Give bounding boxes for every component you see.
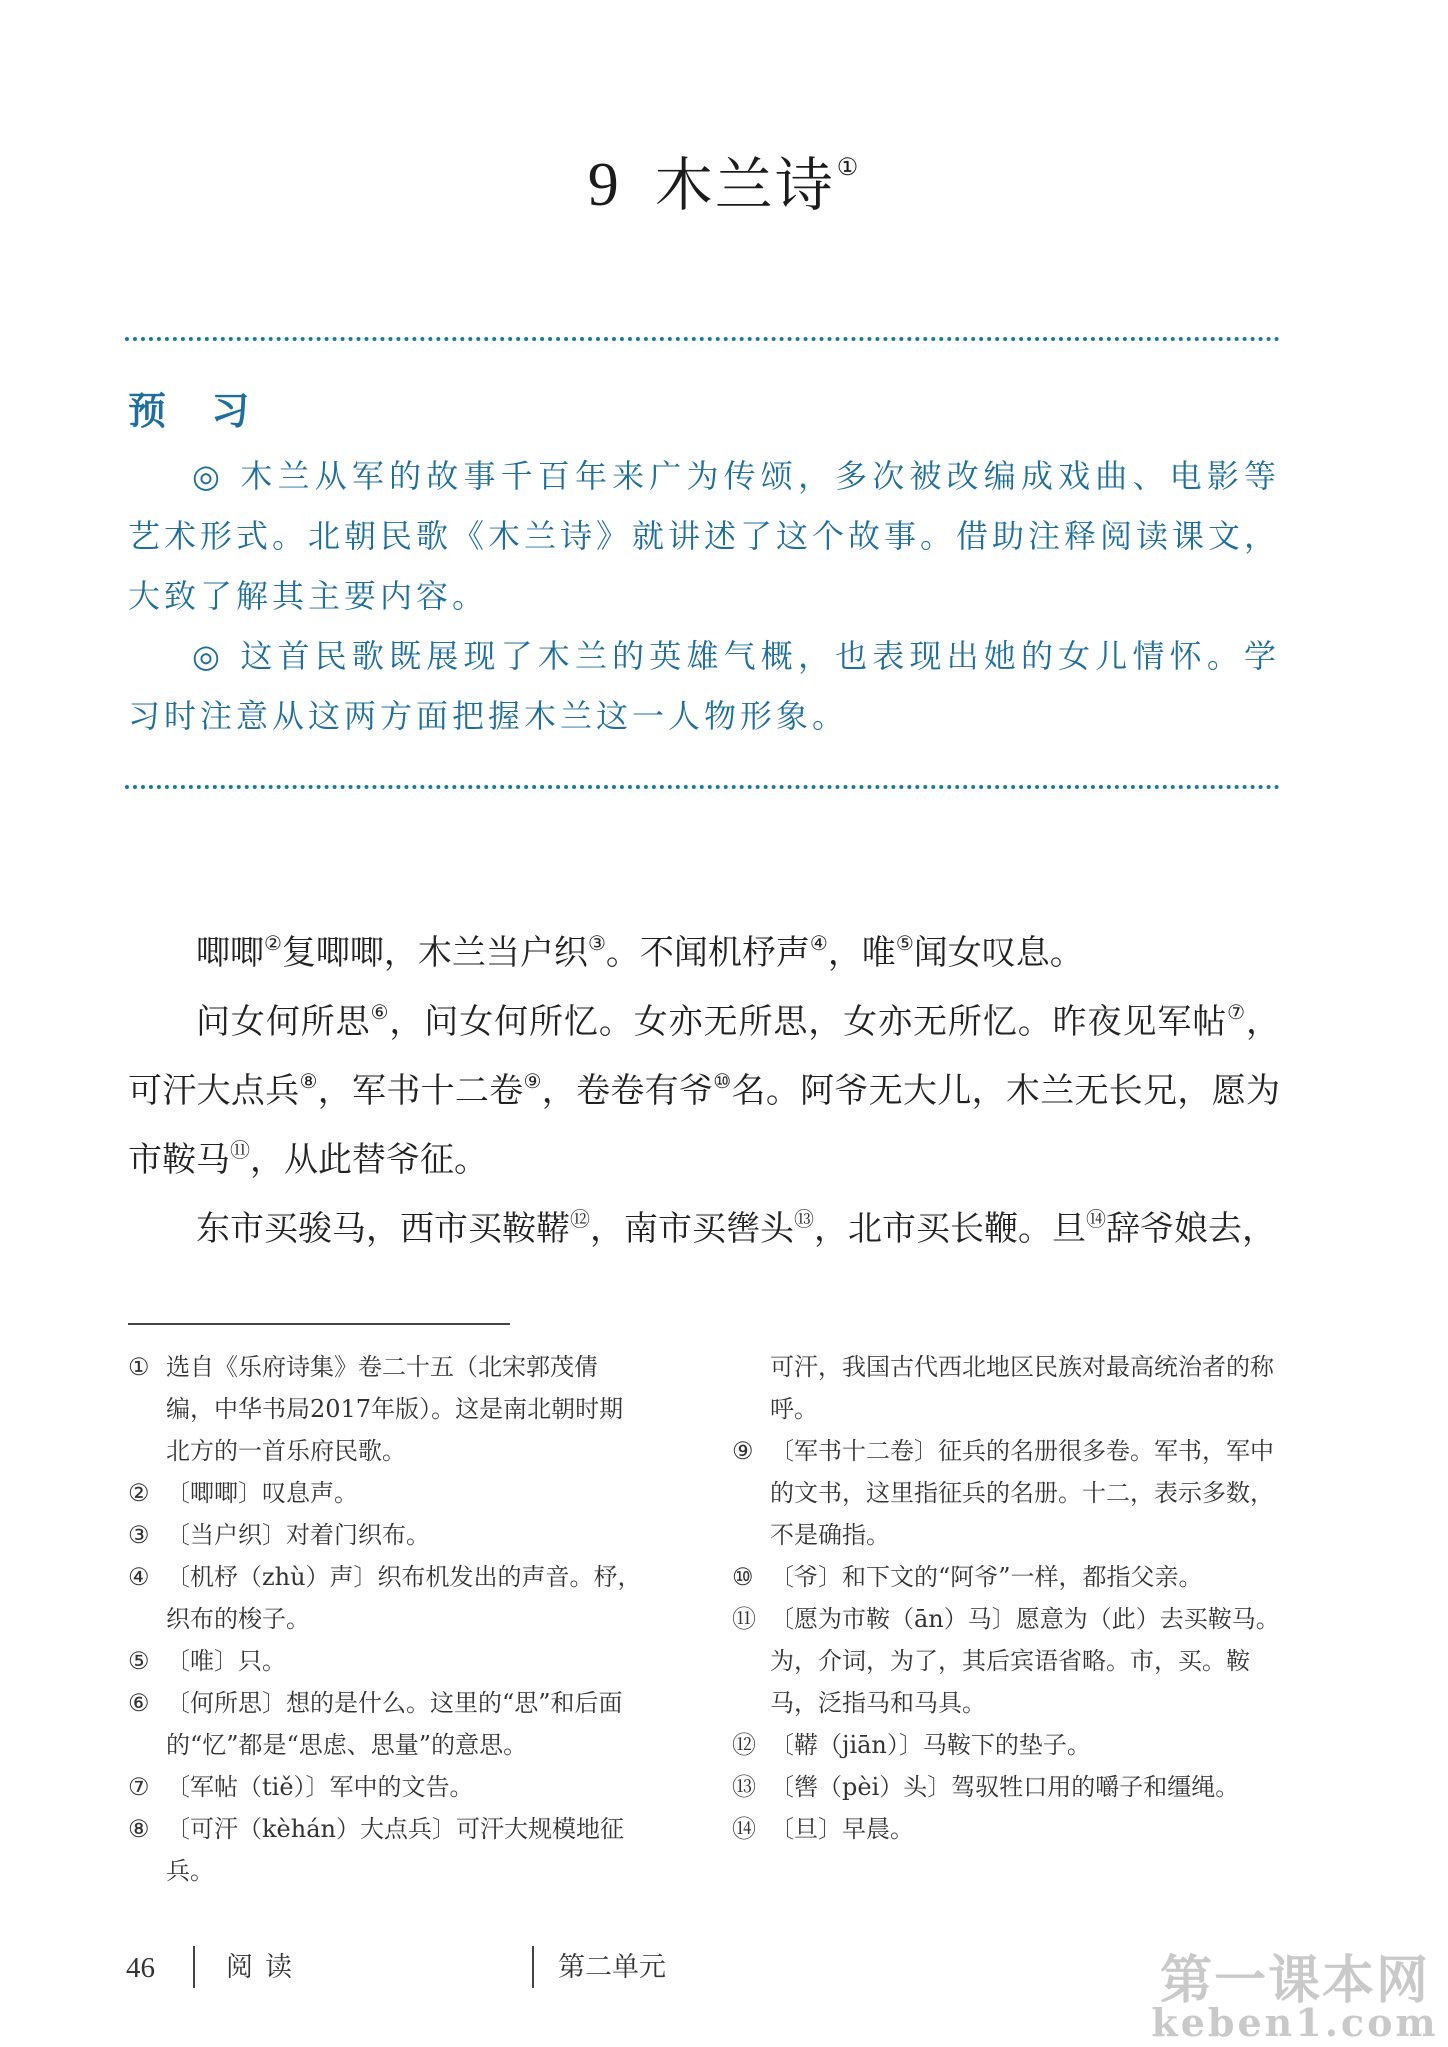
footnote-item: ⑫ 〔鞯（jiān）〕马鞍下的垫子。: [732, 1731, 1091, 1759]
footnote-item: ⑤ 〔唯〕只。: [128, 1647, 286, 1675]
footnote-item: ⑭ 〔旦〕早晨。: [732, 1815, 914, 1843]
footnote-item: ⑨ 〔军书十二卷〕征兵的名册很多卷。军书，军中的文书，这里指征兵的名册。十二，表示多数，不是确指。: [732, 1437, 1274, 1549]
footnote-item: ⑪ 〔愿为市鞍（ān）马〕愿意为（此）去买鞍马。为，介词，为了，其后宾语省略。市，买。鞍马，泛指马和马具。: [732, 1605, 1280, 1717]
note-ref[interactable]: ⑪: [230, 1138, 250, 1162]
watermark-chinese: 第一课本网: [1159, 1951, 1430, 2011]
preview-paragraph: ◎ 木兰从军的故事千百年来广为传颂，多次被改编成戏曲、电影等艺术形式。北朝民歌《木兰诗》就讲述了这个故事。借助注释阅读课文，大致了解其主要内容。: [128, 457, 1281, 615]
footnote-rule: [128, 1323, 510, 1325]
lesson-title-text: 木兰诗: [654, 151, 835, 219]
note-ref[interactable]: ⑩: [713, 1069, 732, 1093]
dotted-divider-top: [125, 337, 1280, 341]
footer-unit: 第二单元: [558, 1952, 666, 1983]
poem-paragraph-2: 问女何所思⑥，问女何所忆。女亦无所思，女亦无所忆。昨夜见军帖⑦，可汗大点兵⑧，军书十二卷⑨，卷卷有爷⑩名。阿爷无大儿，木兰无长兄，愿为市鞍马⑪，从此替爷征。: [128, 1000, 1281, 1180]
lesson-number: 9: [587, 151, 621, 219]
poem-text: [128, 914, 1280, 1259]
footer-divider: [193, 1946, 195, 1988]
footnote-item: ② 〔唧唧〕叹息声。: [128, 1479, 358, 1507]
note-ref[interactable]: ②: [264, 931, 282, 955]
lesson-title: [0, 138, 1448, 222]
page-number: 46: [126, 1952, 155, 1984]
poem-paragraph-1: 唧唧②复唧唧，木兰当户织③。不闻机杼声④，唯⑤闻女叹息。: [196, 931, 1084, 973]
footnote-item: ⑩ 〔爷〕和下文的“阿爷”一样，都指父亲。: [732, 1563, 1203, 1591]
note-ref[interactable]: ⑨: [523, 1069, 542, 1093]
note-ref[interactable]: ⑬: [794, 1207, 814, 1231]
note-ref[interactable]: ⑤: [895, 931, 914, 955]
poem-paragraph-3: 东市买骏马，西市买鞍鞯⑫，南市买辔头⑬，北市买长鞭。旦⑭辞爷娘去，: [196, 1207, 1276, 1249]
note-ref[interactable]: ⑭: [1086, 1207, 1106, 1231]
preview-paragraph: ◎ 这首民歌既展现了木兰的英雄气概，也表现出她的女儿情怀。学习时注意从这两方面把握木兰这一人物形象。: [128, 637, 1280, 735]
footnote-item: ⑦ 〔军帖（tiě）〕军中的文告。: [128, 1773, 474, 1801]
footnotes-right: [732, 1346, 1282, 1850]
footer-divider: [532, 1946, 534, 1988]
watermark-latin: keben1.com: [1151, 2000, 1439, 2045]
note-ref[interactable]: ⑫: [570, 1207, 590, 1231]
footnote-continuation: 可汗，我国古代西北地区民族对最高统治者的称呼。: [770, 1353, 1274, 1423]
footer-section: 阅读: [226, 1952, 304, 1983]
footnote-item: ① 选自《乐府诗集》卷二十五（北宋郭茂倩编，中华书局2017年版）。这是南北朝时期北方的一首乐府民歌。: [128, 1353, 624, 1465]
footnote-item: ⑥ 〔何所思〕想的是什么。这里的“思”和后面的“忆”都是“思虑、思量”的意思。: [128, 1689, 623, 1759]
preview-body: [128, 446, 1280, 746]
footnote-item: ③ 〔当户织〕对着门织布。: [128, 1521, 430, 1549]
note-ref[interactable]: ⑦: [1227, 1000, 1247, 1024]
title-note-mark[interactable]: ①: [836, 153, 861, 181]
footnote-item: ⑬ 〔辔（pèi）头〕驾驭牲口用的嚼子和缰绳。: [732, 1773, 1240, 1801]
note-ref[interactable]: ④: [809, 931, 828, 955]
note-ref[interactable]: ③: [587, 931, 606, 955]
footnotes-left: [128, 1346, 644, 1892]
dotted-divider-bottom: [125, 785, 1280, 789]
note-ref[interactable]: ⑧: [299, 1069, 318, 1093]
preview-heading: 预 习: [128, 388, 266, 433]
footnote-item: ④ 〔机杼（zhù）声〕织布机发出的声音。杼，织布的梭子。: [128, 1563, 642, 1633]
note-ref[interactable]: ⑥: [370, 1000, 390, 1024]
footnote-item: ⑧ 〔可汗（kèhán）大点兵〕可汗大规模地征兵。: [128, 1815, 624, 1885]
